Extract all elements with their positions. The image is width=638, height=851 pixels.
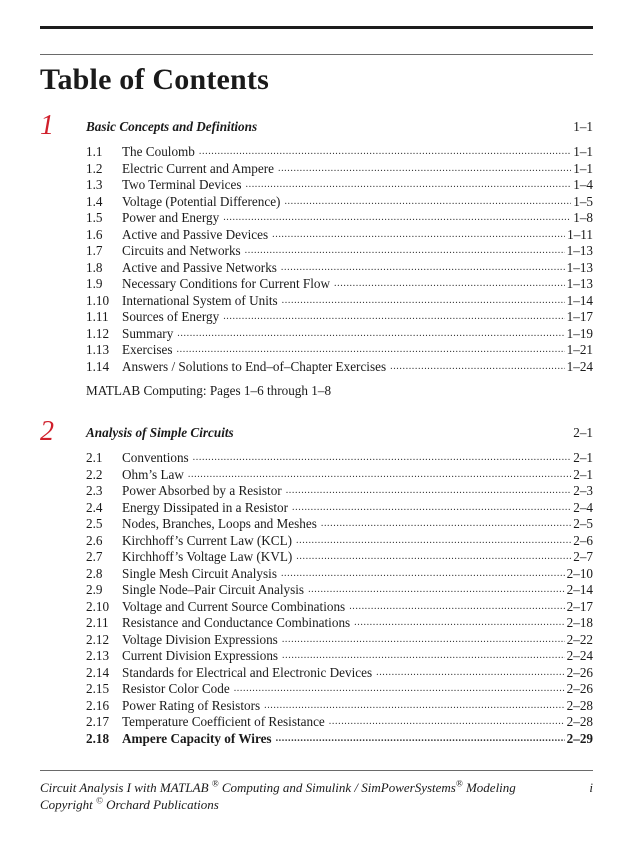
- section-number: 2.6: [86, 532, 103, 548]
- section-number: 2.7: [86, 549, 103, 564]
- section-title: Voltage and Current Source Combinations: [122, 598, 346, 614]
- chapter-1-section-list: [86, 144, 593, 375]
- dot-leader: [284, 194, 571, 211]
- chapter-number: 2: [40, 416, 54, 447]
- section-number: 1.3: [86, 177, 103, 192]
- section-title: Resistance and Conductance Combinations: [122, 615, 351, 630]
- footer-title-part: Computing and Simulink / SimPowerSystems: [218, 780, 456, 795]
- section-title: Ampere Capacity of Wires: [122, 730, 272, 746]
- toc-entry[interactable]: [86, 293, 593, 310]
- section-number: 1.5: [86, 210, 103, 225]
- section-number: 2.11: [86, 615, 109, 630]
- dot-leader: [334, 276, 565, 293]
- section-title: The Coulomb: [122, 144, 195, 159]
- toc-entry[interactable]: [86, 161, 593, 178]
- section-number: 2.17: [86, 714, 110, 729]
- section-number: 2.15: [86, 681, 110, 696]
- chapter-title: Basic Concepts and Definitions: [86, 119, 258, 134]
- section-number: 1.11: [86, 309, 109, 324]
- copyright-mark: ©: [95, 795, 103, 806]
- section-page: 1–13: [566, 243, 593, 258]
- section-title: Nodes, Branches, Loops and Meshes: [122, 516, 317, 531]
- section-title: Circuits and Networks: [122, 243, 241, 258]
- section-number: 1.2: [86, 160, 103, 176]
- registered-mark: ®: [211, 778, 219, 789]
- dot-leader: [329, 714, 565, 731]
- toc-entry[interactable]: [86, 326, 593, 343]
- chapter-title: Analysis of Simple Circuits: [86, 425, 234, 440]
- chapter-note: MATLAB Computing: Pages 1–6 through 1–8: [86, 383, 332, 398]
- section-number: 1.4: [86, 193, 103, 209]
- section-page: 2–18: [566, 615, 593, 630]
- chapter-heading[interactable]: [86, 425, 593, 441]
- section-number: 2.1: [86, 450, 103, 465]
- dot-leader: [177, 342, 565, 359]
- toc-entry[interactable]: [86, 194, 593, 211]
- toc-entry[interactable]: [86, 533, 593, 550]
- footer-rule: [40, 770, 593, 771]
- section-title: Resistor Color Code: [122, 681, 230, 696]
- section-page: 2–7: [573, 549, 593, 564]
- page-title: Table of Contents: [40, 63, 269, 96]
- dot-leader: [193, 450, 572, 467]
- toc-entry[interactable]: [86, 359, 593, 376]
- section-page: 1–17: [566, 309, 593, 324]
- section-number: 2.14: [86, 664, 110, 680]
- section-page: 1–21: [566, 342, 593, 357]
- dot-leader: [321, 516, 571, 533]
- toc-entry[interactable]: [86, 632, 593, 649]
- toc-entry[interactable]: [86, 260, 593, 277]
- registered-mark: ®: [455, 778, 463, 789]
- dot-leader: [308, 582, 565, 599]
- toc-entry[interactable]: [86, 483, 593, 500]
- chapter-number: 1: [40, 110, 54, 141]
- toc-entry[interactable]: [86, 648, 593, 665]
- dot-leader: [272, 227, 565, 244]
- section-number: 1.9: [86, 276, 103, 291]
- section-title: Single Node–Pair Circuit Analysis: [122, 582, 305, 597]
- toc-entry[interactable]: [86, 681, 593, 698]
- section-title: Summary: [122, 325, 174, 341]
- chapter-2-section-list: [86, 450, 593, 747]
- toc-entry[interactable]: [86, 549, 593, 566]
- toc-entry[interactable]: [86, 665, 593, 682]
- section-number: 2.3: [86, 483, 103, 498]
- section-title: Single Mesh Circuit Analysis: [122, 565, 277, 581]
- section-page: 2–28: [566, 714, 593, 729]
- section-page: 1–4: [573, 177, 593, 192]
- toc-entry[interactable]: [86, 177, 593, 194]
- section-number: 2.12: [86, 631, 110, 647]
- section-number: 1.13: [86, 342, 110, 357]
- dot-leader: [246, 177, 572, 194]
- section-title: Current Division Expressions: [122, 648, 279, 663]
- dot-leader: [177, 326, 564, 343]
- dot-leader: [292, 500, 571, 517]
- dot-leader: [354, 615, 564, 632]
- toc-entry[interactable]: [86, 714, 593, 731]
- footer-title-part: Modeling: [462, 780, 516, 795]
- section-page: 2–22: [566, 631, 593, 647]
- dot-leader: [281, 260, 565, 277]
- dot-leader: [281, 566, 565, 583]
- toc-entry[interactable]: [86, 450, 593, 467]
- dot-leader: [282, 293, 565, 310]
- publisher-name: Orchard Publications: [102, 797, 219, 812]
- section-page: 2–3: [573, 483, 593, 498]
- section-page: 1–11: [567, 226, 593, 242]
- section-page: 2–28: [566, 697, 593, 713]
- section-number: 1.14: [86, 358, 110, 374]
- toc-entry[interactable]: [86, 698, 593, 715]
- section-number: 1.10: [86, 292, 110, 308]
- section-page: 2–14: [566, 582, 593, 597]
- dot-leader: [188, 467, 571, 484]
- section-number: 2.18: [86, 730, 110, 746]
- section-page: 1–13: [566, 276, 593, 291]
- toc-entry[interactable]: [86, 731, 593, 748]
- dot-leader: [276, 731, 565, 748]
- section-title: Active and Passive Devices: [122, 226, 269, 242]
- section-page: 2–5: [573, 516, 593, 531]
- section-number: 2.10: [86, 598, 110, 614]
- section-page: 1–8: [573, 210, 593, 225]
- dot-leader: [264, 698, 565, 715]
- section-number: 2.13: [86, 648, 110, 663]
- section-page: 2–1: [573, 466, 593, 482]
- toc-entry[interactable]: [86, 210, 593, 227]
- dot-leader: [296, 533, 571, 550]
- section-number: 2.16: [86, 697, 110, 713]
- section-title: International System of Units: [122, 292, 278, 308]
- dot-leader: [390, 359, 565, 376]
- section-page: 1–1: [573, 160, 593, 176]
- section-title: Voltage Division Expressions: [122, 631, 278, 647]
- chapter-page: 2–1: [573, 425, 593, 440]
- section-page: 1–13: [566, 259, 593, 275]
- dot-leader: [376, 665, 565, 682]
- section-title: Temperature Coefficient of Resistance: [122, 714, 325, 729]
- section-page: 2–26: [566, 664, 593, 680]
- section-number: 2.2: [86, 466, 103, 482]
- section-page: 2–4: [573, 499, 593, 515]
- toc-entry[interactable]: [86, 276, 593, 293]
- section-number: 2.4: [86, 499, 103, 515]
- toc-entry[interactable]: [86, 582, 593, 599]
- section-number: 1.6: [86, 226, 103, 242]
- section-title: Sources of Energy: [122, 309, 220, 324]
- footer-title-part: Circuit Analysis I with MATLAB: [40, 780, 209, 795]
- section-page: 1–24: [566, 358, 593, 374]
- section-title: Power and Energy: [122, 210, 220, 225]
- section-page: 2–17: [566, 598, 593, 614]
- section-number: 2.5: [86, 516, 103, 531]
- page-footer: [40, 779, 593, 813]
- toc-entry[interactable]: [86, 615, 593, 632]
- toc-entry[interactable]: [86, 342, 593, 359]
- section-number: 1.1: [86, 144, 103, 159]
- section-number: 1.8: [86, 259, 103, 275]
- section-page: 1–1: [573, 144, 593, 159]
- section-title: Active and Passive Networks: [122, 259, 277, 275]
- dot-leader: [278, 161, 571, 178]
- section-title: Two Terminal Devices: [122, 177, 242, 192]
- section-page: 1–19: [566, 325, 593, 341]
- section-page: 2–10: [566, 565, 593, 581]
- dot-leader: [296, 549, 571, 566]
- section-number: 1.12: [86, 325, 110, 341]
- section-page: 2–26: [566, 681, 593, 696]
- dot-leader: [223, 210, 571, 227]
- toc-entry[interactable]: [86, 227, 593, 244]
- section-page: 1–14: [566, 292, 593, 308]
- top-rule-thick: [40, 26, 593, 29]
- section-page: 2–1: [573, 450, 593, 465]
- toc-entry[interactable]: [86, 566, 593, 583]
- chapter-heading[interactable]: [86, 119, 593, 135]
- toc-entry[interactable]: [86, 243, 593, 260]
- section-title: Power Rating of Resistors: [122, 697, 261, 713]
- dot-leader: [199, 144, 571, 161]
- toc-entry[interactable]: [86, 599, 593, 616]
- section-page: 2–24: [566, 648, 593, 663]
- toc-entry[interactable]: [86, 500, 593, 517]
- section-number: 2.9: [86, 582, 103, 597]
- section-title: Power Absorbed by a Resistor: [122, 483, 282, 498]
- dot-leader: [223, 309, 564, 326]
- section-page: 2–6: [573, 532, 593, 548]
- toc-entry[interactable]: [86, 309, 593, 326]
- section-title: Exercises: [122, 342, 173, 357]
- top-rule-thin: [40, 54, 593, 55]
- dot-leader: [234, 681, 565, 698]
- section-title: Answers / Solutions to End–of–Chapter Exercises: [122, 358, 387, 374]
- section-page: 2–29: [566, 730, 593, 746]
- dot-leader: [282, 648, 565, 665]
- section-title: Conventions: [122, 450, 189, 465]
- footer-page-number: i: [589, 780, 593, 795]
- footer-copyright: [40, 796, 593, 813]
- chapter-page: 1–1: [573, 119, 593, 134]
- section-title: Kirchhoff’s Voltage Law (KVL): [122, 549, 293, 564]
- section-title: Voltage (Potential Difference): [122, 193, 281, 209]
- section-title: Kirchhoff’s Current Law (KCL): [122, 532, 293, 548]
- section-number: 1.7: [86, 243, 103, 258]
- section-title: Energy Dissipated in a Resistor: [122, 499, 289, 515]
- footer-book-title: [40, 779, 593, 796]
- toc-entry[interactable]: [86, 144, 593, 161]
- dot-leader: [286, 483, 572, 500]
- section-title: Ohm’s Law: [122, 466, 184, 482]
- copyright-label: Copyright: [40, 797, 93, 812]
- section-title: Standards for Electrical and Electronic Devices: [122, 664, 373, 680]
- section-number: 2.8: [86, 565, 103, 581]
- section-title: Necessary Conditions for Current Flow: [122, 276, 331, 291]
- dot-leader: [245, 243, 565, 260]
- section-page: 1–5: [573, 193, 593, 209]
- dot-leader: [349, 599, 564, 616]
- toc-entry[interactable]: [86, 467, 593, 484]
- toc-entry[interactable]: [86, 516, 593, 533]
- section-title: Electric Current and Ampere: [122, 160, 274, 176]
- dot-leader: [282, 632, 565, 649]
